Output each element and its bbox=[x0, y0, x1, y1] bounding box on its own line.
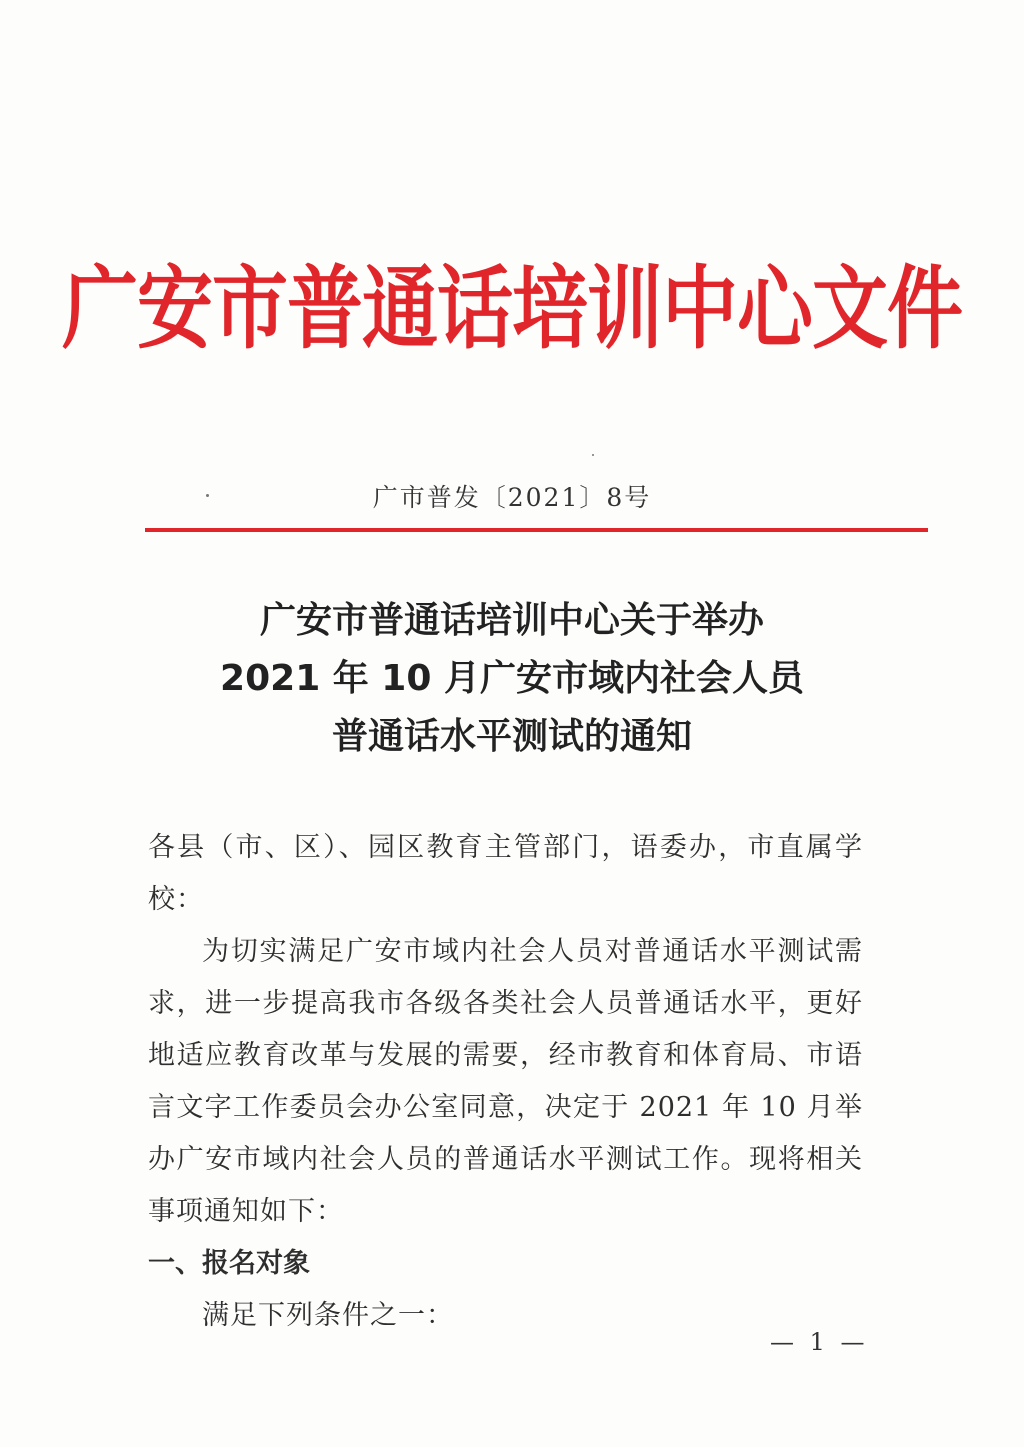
section-1-text: 满足下列条件之一： bbox=[202, 1300, 454, 1331]
header-red-divider bbox=[145, 528, 928, 532]
intro-paragraph: 为切实满足广安市域内社会人员对普通话水平测试需求，进一步提高我市各级各类社会人员普通话水平，更好地适应教育改革与发展的需要，经市教育和体育局、市语言文字工作委员会办公室同意，决定于 2021 年 10 月举办广安市域内社会人员的普通话水平测试工作。现将相关事项通知如下： bbox=[148, 936, 863, 1227]
notice-title-line-3: 普通话水平测试的通知 bbox=[331, 716, 692, 757]
scan-speck bbox=[592, 454, 594, 456]
document-number: 广市普发〔2021〕8号 bbox=[372, 483, 652, 512]
notice-body bbox=[148, 822, 863, 1342]
notice-title-line-1: 广安市普通话培训中心关于举办 bbox=[259, 600, 764, 641]
section-1-heading: 一、报名对象 bbox=[148, 1248, 310, 1279]
notice-title bbox=[0, 592, 1024, 766]
page-number: — 1 — bbox=[770, 1328, 869, 1356]
recipients-line: 各县（市、区）、园区教育主管部门，语委办，市直属学校： bbox=[148, 832, 863, 915]
notice-title-line-2: 2021 年 10 月广安市域内社会人员 bbox=[220, 658, 804, 699]
document-header-title: 广安市普通话培训中心文件 bbox=[62, 255, 962, 361]
